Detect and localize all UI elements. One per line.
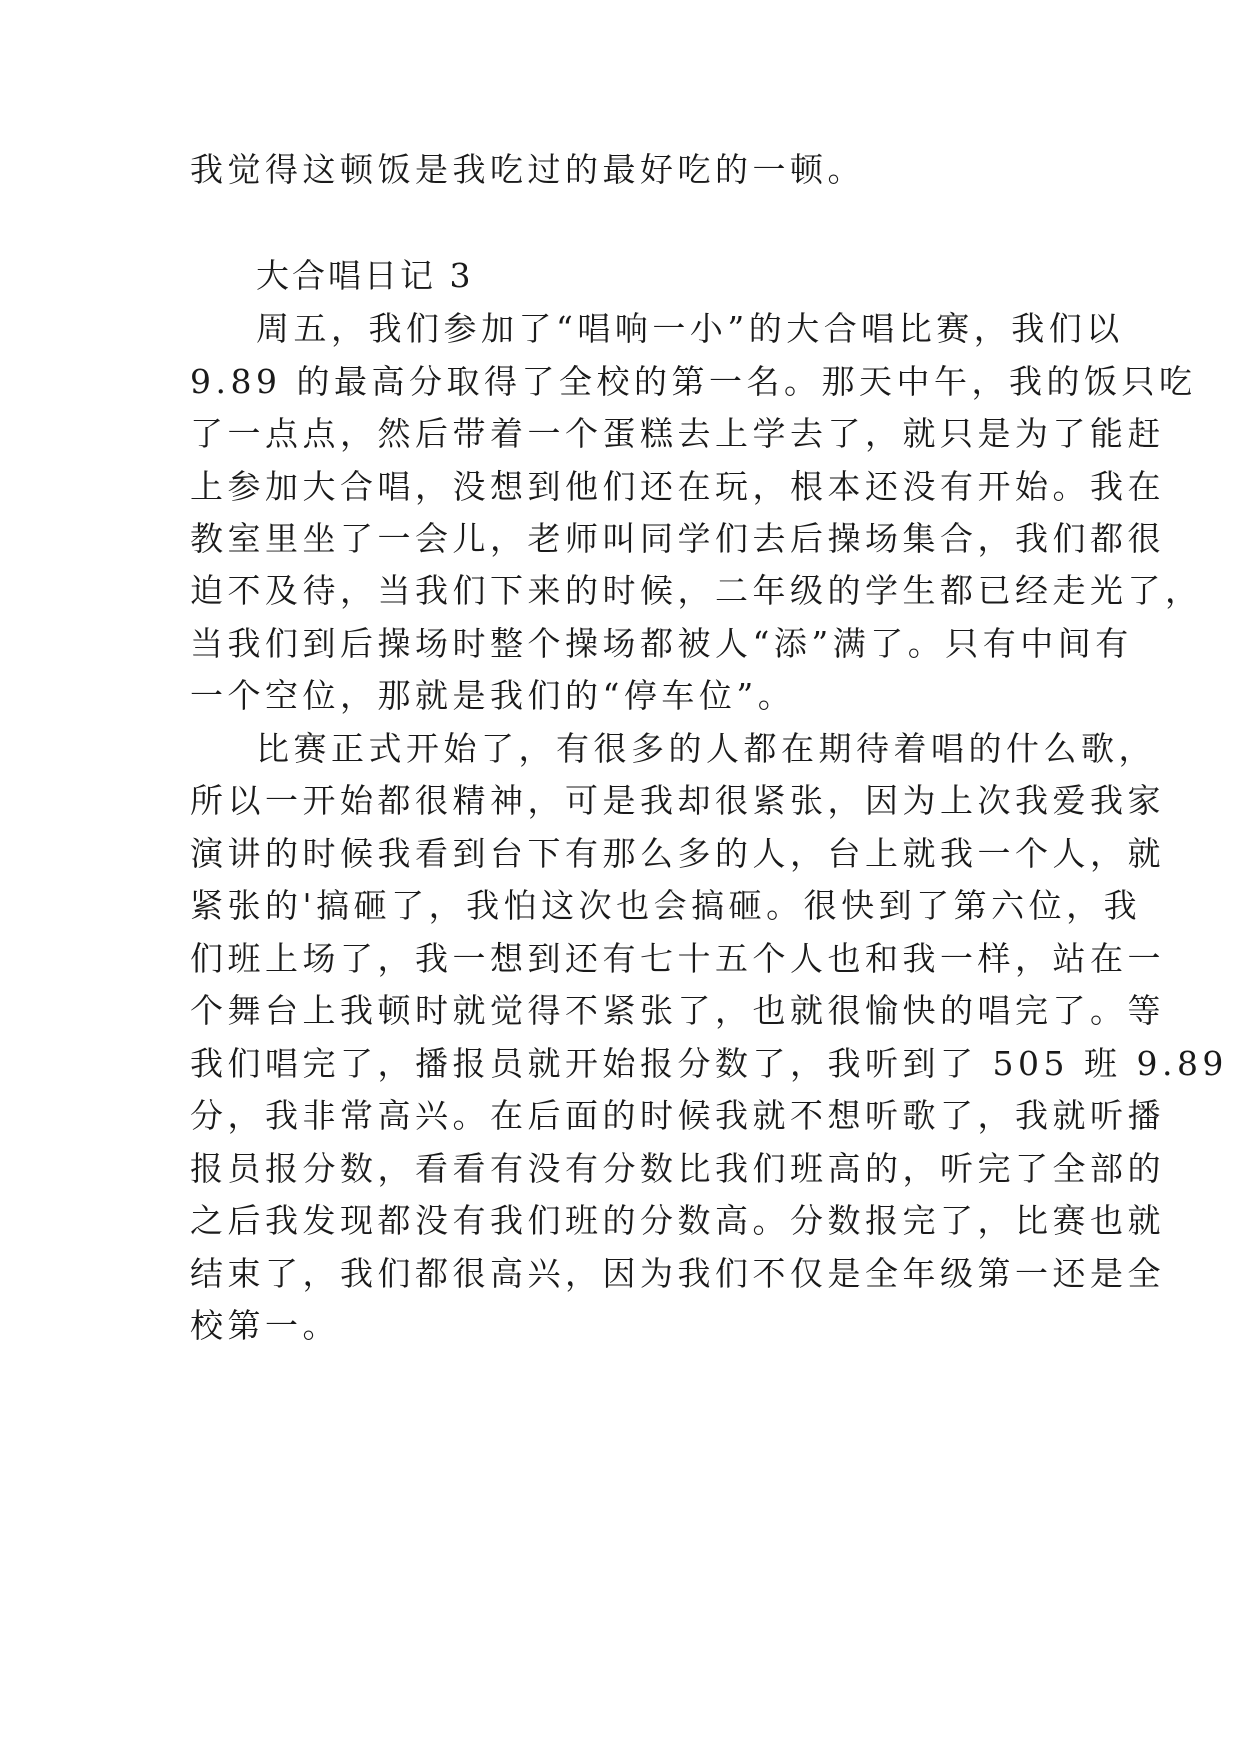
paragraph-line: 分，我非常高兴。在后面的时候我就不想听歌了，我就听播 [190,1096,1165,1135]
paragraph-line: 一个空位，那就是我们的“停车位”。 [190,676,796,715]
paragraph-line: 比赛正式开始了，有很多的人都在期待着唱的什么歌， [256,729,1156,768]
paragraph-line: 9.89 的最高分取得了全校的第一名。那天中午，我的饭只吃 [190,362,1197,401]
carryover-line: 我觉得这顿饭是我吃过的最好吃的一顿。 [190,150,865,189]
paragraph-line: 紧张的'搞砸了，我怕这次也会搞砸。很快到了第六位，我 [190,886,1142,925]
paragraph-line: 校第一。 [190,1306,340,1345]
paragraph-line: 我们唱完了，播报员就开始报分数了，我听到了 505 班 9.89 [190,1044,1228,1083]
paragraph-line: 演讲的时候我看到台下有那么多的人，台上就我一个人，就 [190,834,1165,873]
paragraph-line: 之后我发现都没有我们班的分数高。分数报完了，比赛也就 [190,1201,1165,1240]
paragraph-line: 迫不及待，当我们下来的时候，二年级的学生都已经走光了， [190,571,1203,610]
paragraph-line: 了一点点，然后带着一个蛋糕去上学去了，就只是为了能赶 [190,414,1165,453]
paragraph-line: 当我们到后操场时整个操场都被人“添”满了。只有中间有 [190,624,1133,663]
paragraph-line: 个舞台上我顿时就觉得不紧张了，也就很愉快的唱完了。等 [190,991,1165,1030]
paragraph-line: 所以一开始都很精神，可是我却很紧张，因为上次我爱我家 [190,781,1165,820]
paragraph-line: 上参加大合唱，没想到他们还在玩，根本还没有开始。我在 [190,467,1165,506]
paragraph-line: 们班上场了，我一想到还有七十五个人也和我一样，站在一 [190,939,1165,978]
paragraph-line: 报员报分数，看看有没有分数比我们班高的，听完了全部的 [190,1149,1165,1188]
paragraph-line: 结束了，我们都很高兴，因为我们不仅是全年级第一还是全 [190,1254,1165,1293]
paragraph-line: 教室里坐了一会儿，老师叫同学们去后操场集合，我们都很 [190,519,1165,558]
paragraph-line: 周五，我们参加了“唱响一小”的大合唱比赛，我们以 [256,309,1124,348]
diary-heading: 大合唱日记 3 [256,256,474,295]
